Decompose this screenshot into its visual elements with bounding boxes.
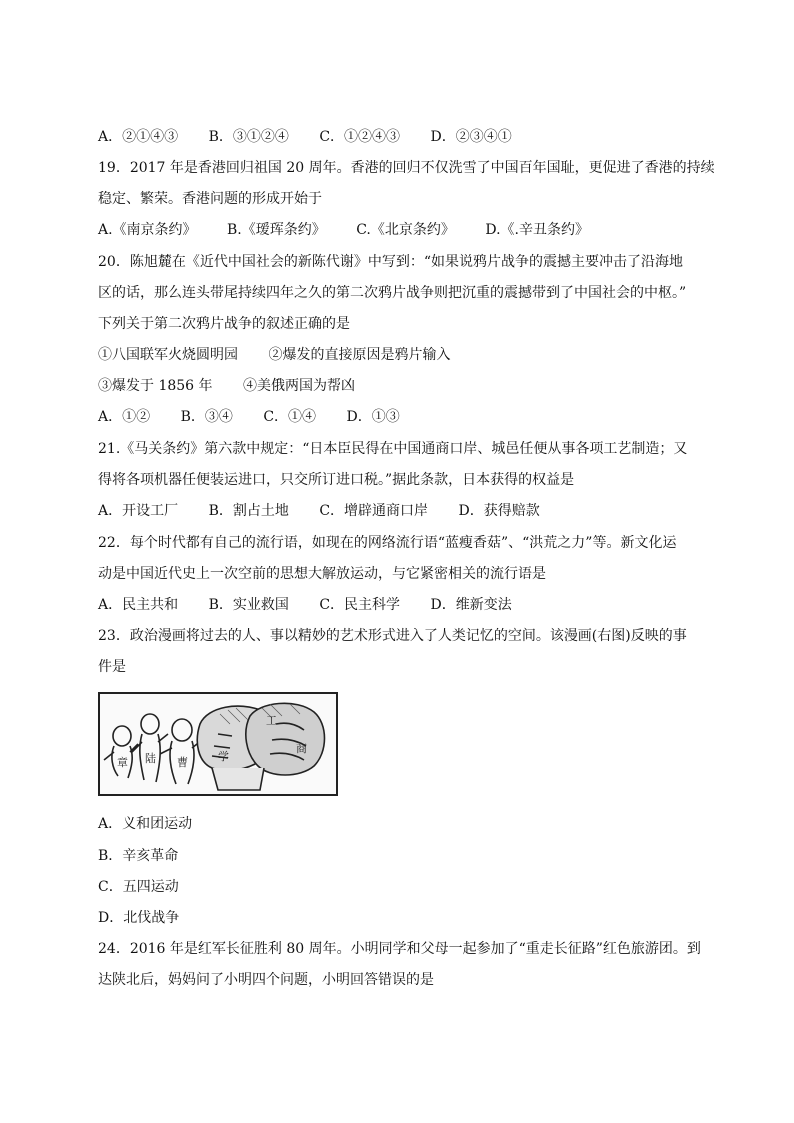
- q20-stem-line-1: 20．陈旭麓在《近代中国社会的新陈代谢》中写到：“如果说鸦片战争的震撼主要冲击了沿海地: [98, 254, 683, 270]
- q23-option-a: A．义和团运动: [98, 816, 193, 832]
- option-b: B．③④: [180, 409, 233, 425]
- q23-option-b: B．辛亥革命: [98, 848, 179, 864]
- q22-options: [98, 595, 538, 615]
- q19-stem-line-2: 稳定、繁荣。香港问题的形成开始于: [98, 191, 322, 207]
- label-gong: 工: [266, 714, 277, 727]
- option-b: B．实业救国: [208, 597, 289, 613]
- label-lu: 陆: [145, 752, 156, 765]
- option-a: A．②①④③: [98, 129, 179, 145]
- cartoon-drawing: [100, 694, 336, 794]
- option-c: C．民主科学: [319, 597, 401, 613]
- label-cao: 曹: [177, 756, 188, 769]
- option-a: A.《南京条约》: [98, 222, 197, 238]
- option-b: B.《瑷珲条约》: [227, 222, 326, 238]
- political-cartoon: [98, 692, 338, 796]
- label-shang: 商: [296, 742, 307, 755]
- q24-stem-line-1: 24．2016 年是红军长征胜利 80 周年。小明同学和父母一起参加了“重走长征路”红色旅游团。到: [98, 941, 701, 957]
- option-c: C．①②④③: [319, 129, 401, 145]
- q20-items-2: [98, 376, 381, 396]
- q24-stem-line-2: 达陕北后，妈妈问了小明四个问题，小明回答错误的是: [98, 972, 434, 988]
- label-zhang: 章: [117, 756, 128, 769]
- q22-stem-line-2: 动是中国近代史上一次空前的思想大解放运动，与它紧密相关的流行语是: [98, 566, 546, 582]
- option-d: D．维新变法: [430, 597, 512, 613]
- option-c: C．①④: [263, 409, 317, 425]
- option-b: B．③①②④: [208, 129, 289, 145]
- q23-option-c: C．五四运动: [98, 879, 179, 895]
- item-1: ①八国联军火烧圆明园: [98, 347, 238, 363]
- option-b: B．割占土地: [208, 503, 289, 519]
- option-a: A．开设工厂: [98, 503, 179, 519]
- option-c: C.《北京条约》: [356, 222, 455, 238]
- label-xue: 学: [218, 750, 229, 763]
- q21-options: [98, 501, 566, 521]
- option-d: D．①③: [346, 409, 400, 425]
- q21-stem-line-1: 21.《马关条约》第六款中规定：“日本臣民得在中国通商口岸、城邑任便从事各项工艺制造；又: [98, 441, 688, 457]
- option-c: C．增辟通商口岸: [319, 503, 429, 519]
- q18-options: [98, 127, 538, 147]
- q20-stem-line-2: 区的话，那么连头带尾持续四年之久的第二次鸦片战争则把沉重的震撼带到了中国社会的中枢。”: [98, 285, 687, 301]
- item-3: ③爆发于 1856 年: [98, 378, 213, 394]
- q20-items-1: [98, 345, 476, 365]
- q19-options: [98, 220, 615, 240]
- option-a: A．①②: [98, 409, 151, 425]
- q20-stem-line-3: 下列关于第二次鸦片战争的叙述正确的是: [98, 316, 350, 332]
- option-d: D．获得赔款: [458, 503, 540, 519]
- q19-stem-line-1: 19．2017 年是香港回归祖国 20 周年。香港的回归不仅洗雪了中国百年国耻，更促进了香港的持续: [98, 160, 715, 176]
- q23-stem-line-2: 件是: [98, 659, 126, 675]
- option-d: D．②③④①: [430, 129, 512, 145]
- option-d: D.《.辛丑条约》: [485, 222, 589, 238]
- q22-stem-line-1: 22．每个时代都有自己的流行语，如现在的网络流行语“蓝瘦香菇”、“洪荒之力”等。新文化运: [98, 535, 677, 551]
- q21-stem-line-2: 得将各项机器任便装运进口，只交所订进口税。”据此条款，日本获得的权益是: [98, 472, 575, 488]
- q23-option-d: D．北伐战争: [98, 910, 180, 926]
- q20-options: [98, 407, 426, 427]
- item-4: ④美俄两国为帮凶: [242, 378, 355, 394]
- option-a: A．民主共和: [98, 597, 179, 613]
- q23-stem-line-1: 23．政治漫画将过去的人、事以精妙的艺术形式进入了人类记忆的空间。该漫画(右图)反映的事: [98, 628, 687, 644]
- item-2: ②爆发的直接原因是鸦片输入: [268, 347, 451, 363]
